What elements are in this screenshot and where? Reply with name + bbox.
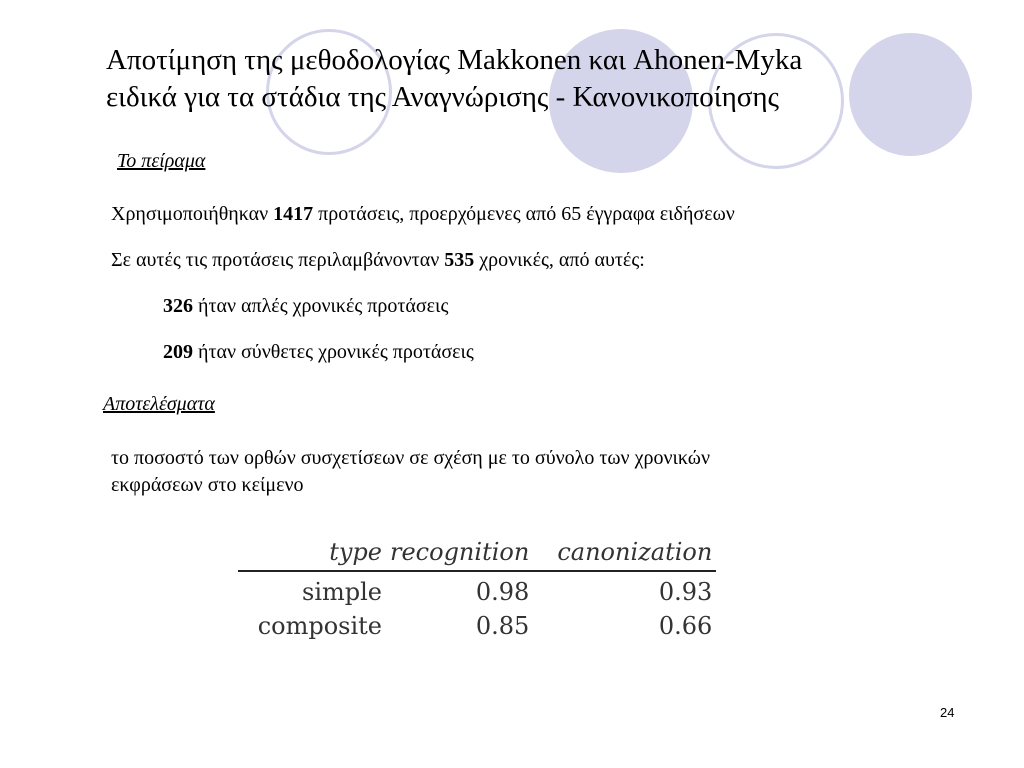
temporal-count-line	[111, 248, 645, 272]
results-heading: Αποτελέσματα	[103, 393, 215, 415]
composite-count-value: 209	[163, 341, 193, 363]
sentences-count-line	[111, 202, 735, 226]
sentences-count-value: 1417	[273, 203, 314, 225]
experiment-heading: Το πείραμα	[117, 150, 206, 172]
slide-title-line-2: ειδικά για τα στάδια της Αναγνώρισης - Κανονικοποίησης	[106, 81, 780, 113]
temporal-count-text-post: χρονικές, από αυτές:	[474, 249, 645, 271]
simple-count-text: ήταν απλές χρονικές προτάσεις	[193, 295, 449, 317]
table-cell-recognition: 0.98	[475, 578, 530, 606]
table-cell-recognition: 0.85	[475, 612, 530, 640]
results-description-line-2: εκφράσεων στο κείμενο	[111, 474, 304, 496]
table-cell-type: composite	[257, 612, 382, 640]
results-table	[238, 536, 716, 640]
table-row	[238, 571, 716, 606]
table-cell-type: simple	[302, 578, 382, 606]
temporal-count-text-pre: Σε αυτές τις προτάσεις περιλαμβάνονταν	[111, 249, 445, 271]
sentences-count-text-pre: Χρησιμοποιήθηκαν	[111, 203, 274, 225]
table-row	[238, 606, 716, 640]
composite-count-text: ήταν σύνθετες χρονικές προτάσεις	[193, 341, 474, 363]
table-header-canonization: canonization	[533, 536, 716, 571]
sentences-count-text-post: προτάσεις, προερχόμενες από 65 έγγραφα ειδήσεων	[313, 203, 735, 225]
table-cell-canonization: 0.93	[658, 578, 713, 606]
page-number: 24	[940, 705, 955, 720]
results-description	[111, 445, 710, 499]
temporal-count-value: 535	[444, 249, 475, 271]
results-description-line-1: το ποσοστό των ορθών συσχετίσεων σε σχέση με το σύνολο των χρονικών	[111, 447, 710, 469]
simple-count-value: 326	[163, 295, 193, 317]
simple-count-line	[163, 294, 448, 318]
composite-count-line	[163, 340, 474, 364]
slide-title-line-1: Αποτίμηση της μεθοδολογίας Makkonen και Ahonen-Myka	[106, 44, 803, 76]
table-header-recognition: recognition	[386, 536, 533, 571]
table-cell-canonization: 0.66	[658, 612, 713, 640]
table-header-row	[238, 536, 716, 571]
table-header-type: type	[238, 536, 386, 571]
slide-title	[106, 42, 986, 116]
